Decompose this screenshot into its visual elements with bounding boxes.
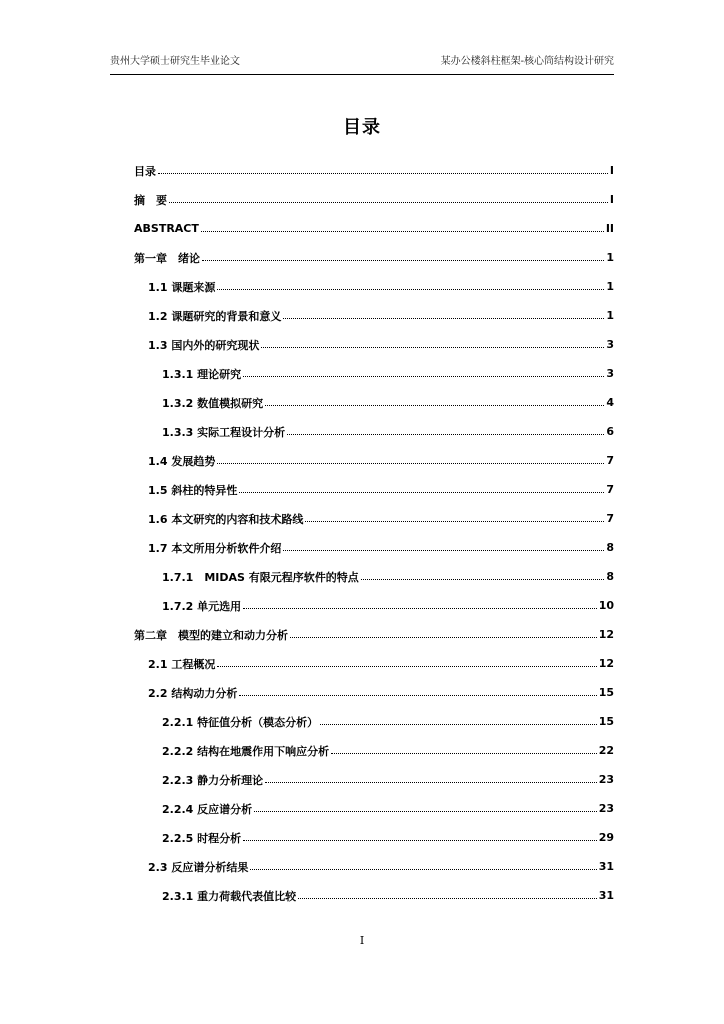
toc-dot-leader [290, 637, 597, 638]
toc-entry-page: 12 [598, 628, 614, 641]
toc-entry-page: 3 [606, 367, 614, 380]
toc-entry-page: 10 [598, 599, 614, 612]
toc-entry[interactable] [134, 620, 614, 649]
toc-entry-label: 2.2.2 结构在地震作用下响应分析 [162, 744, 330, 758]
toc-dot-leader [243, 608, 597, 609]
toc-entry-label: ABSTRACT [134, 222, 199, 235]
toc-entry-label: 1.3.3 实际工程设计分析 [162, 425, 286, 439]
toc-title: 目录 [343, 117, 381, 138]
toc-dot-leader [243, 840, 597, 841]
toc-entry-page: 7 [606, 512, 614, 525]
toc-entry-label: 目录 [134, 164, 156, 178]
toc-entry[interactable] [134, 765, 614, 794]
toc-entry-label: 第二章 模型的建立和动力分析 [134, 628, 288, 642]
toc-entry-page: 3 [606, 338, 614, 351]
toc-entry-label: 1.3 国内外的研究现状 [148, 338, 260, 352]
toc-entry-page: 1 [606, 309, 614, 322]
toc-entry[interactable] [134, 852, 614, 881]
header-right-text: 某办公楼斜柱框架-核心筒结构设计研究 [440, 56, 614, 67]
toc-entry[interactable] [134, 533, 614, 562]
toc-entry[interactable] [134, 881, 614, 910]
toc-entry[interactable] [134, 504, 614, 533]
toc-entry[interactable] [134, 214, 614, 243]
toc-dot-leader [239, 695, 596, 696]
toc-entry-page: II [605, 222, 614, 235]
toc-dot-leader [217, 666, 596, 667]
toc-entry-label: 2.2.5 时程分析 [162, 831, 242, 845]
toc-entry-page: 6 [606, 425, 614, 438]
toc-dot-leader [287, 434, 604, 435]
toc-entry-label: 1.1 课题来源 [148, 280, 216, 294]
toc-dot-leader [265, 782, 597, 783]
toc-dot-leader [283, 318, 604, 319]
toc-entry[interactable] [134, 736, 614, 765]
toc-entry[interactable] [134, 359, 614, 388]
toc-entry-label: 2.3.1 重力荷载代表值比较 [162, 889, 297, 903]
toc-entry[interactable] [134, 272, 614, 301]
toc-entry[interactable] [134, 823, 614, 852]
toc-dot-leader [250, 869, 596, 870]
toc-entry-label: 2.3 反应谱分析结果 [148, 860, 249, 874]
toc-entry[interactable] [134, 243, 614, 272]
toc-entry-label: 1.2 课题研究的背景和意义 [148, 309, 282, 323]
header-left-text: 贵州大学硕士研究生毕业论文 [110, 56, 240, 67]
toc-dot-leader [158, 173, 608, 174]
toc-entry-label: 1.4 发展趋势 [148, 454, 216, 468]
toc-dot-leader [201, 231, 604, 232]
toc-entry-page: 1 [606, 280, 614, 293]
toc-entry-page: 12 [598, 657, 614, 670]
toc-dot-leader [265, 405, 604, 406]
toc-entry-label: 第一章 绪论 [134, 251, 200, 265]
toc-entry-label: 1.3.1 理论研究 [162, 367, 242, 381]
toc-entry[interactable] [134, 794, 614, 823]
toc-dot-leader [298, 898, 597, 899]
toc-entry-page: I [609, 164, 614, 177]
toc-entry[interactable] [134, 562, 614, 591]
toc-entry-label: 2.2.1 特征值分析（模态分析） [162, 715, 319, 729]
toc-entry-page: 7 [606, 454, 614, 467]
toc-entry-page: 22 [598, 744, 614, 757]
toc-entry-label: 1.3.2 数值模拟研究 [162, 396, 264, 410]
toc-dot-leader [217, 463, 604, 464]
toc-entry-page: 23 [598, 773, 614, 786]
toc-entry[interactable] [134, 330, 614, 359]
toc-dot-leader [320, 724, 597, 725]
toc-entry-page: 31 [598, 889, 614, 902]
toc-entry-page: 7 [606, 483, 614, 496]
toc-dot-leader [243, 376, 604, 377]
toc-entry-label: 1.7 本文所用分析软件介绍 [148, 541, 282, 555]
toc-entry-page: I [609, 193, 614, 206]
toc-entry-page: 23 [598, 802, 614, 815]
toc-entry-page: 4 [606, 396, 614, 409]
toc-dot-leader [361, 579, 605, 580]
toc-entry[interactable] [134, 649, 614, 678]
toc-entry-label: 1.5 斜柱的特异性 [148, 483, 238, 497]
toc-entry[interactable] [134, 446, 614, 475]
toc-entry[interactable] [134, 591, 614, 620]
toc-entry-label: 1.7.2 单元选用 [162, 599, 242, 613]
toc-entry-page: 15 [598, 686, 614, 699]
header-rule [110, 74, 614, 75]
toc-dot-leader [169, 202, 608, 203]
toc-dot-leader [283, 550, 604, 551]
toc-entry[interactable] [134, 156, 614, 185]
page-number: I [359, 934, 365, 947]
toc-entry-page: 15 [598, 715, 614, 728]
table-of-contents [134, 156, 614, 910]
toc-dot-leader [202, 260, 604, 261]
page-header [110, 52, 614, 72]
toc-entry-label: 1.7.1 MIDAS 有限元程序软件的特点 [162, 570, 359, 584]
toc-entry[interactable] [134, 678, 614, 707]
toc-entry[interactable] [134, 185, 614, 214]
toc-dot-leader [217, 289, 604, 290]
toc-entry[interactable] [134, 388, 614, 417]
toc-entry-label: 2.2 结构动力分析 [148, 686, 238, 700]
toc-entry-page: 31 [598, 860, 614, 873]
toc-entry-page: 1 [606, 251, 614, 264]
toc-entry[interactable] [134, 301, 614, 330]
toc-entry-label: 1.6 本文研究的内容和技术路线 [148, 512, 304, 526]
toc-dot-leader [305, 521, 604, 522]
toc-dot-leader [331, 753, 597, 754]
toc-entry-label: 2.1 工程概况 [148, 657, 216, 671]
toc-entry[interactable] [134, 417, 614, 446]
toc-entry-label: 2.2.3 静力分析理论 [162, 773, 264, 787]
toc-entry-label: 2.2.4 反应谱分析 [162, 802, 253, 816]
toc-entry-label: 摘 要 [134, 193, 167, 207]
toc-entry-page: 8 [606, 570, 614, 583]
toc-entry-page: 29 [598, 831, 614, 844]
toc-entry[interactable] [134, 707, 614, 736]
toc-dot-leader [261, 347, 604, 348]
toc-dot-leader [254, 811, 597, 812]
toc-dot-leader [239, 492, 604, 493]
toc-entry[interactable] [134, 475, 614, 504]
toc-entry-page: 8 [606, 541, 614, 554]
